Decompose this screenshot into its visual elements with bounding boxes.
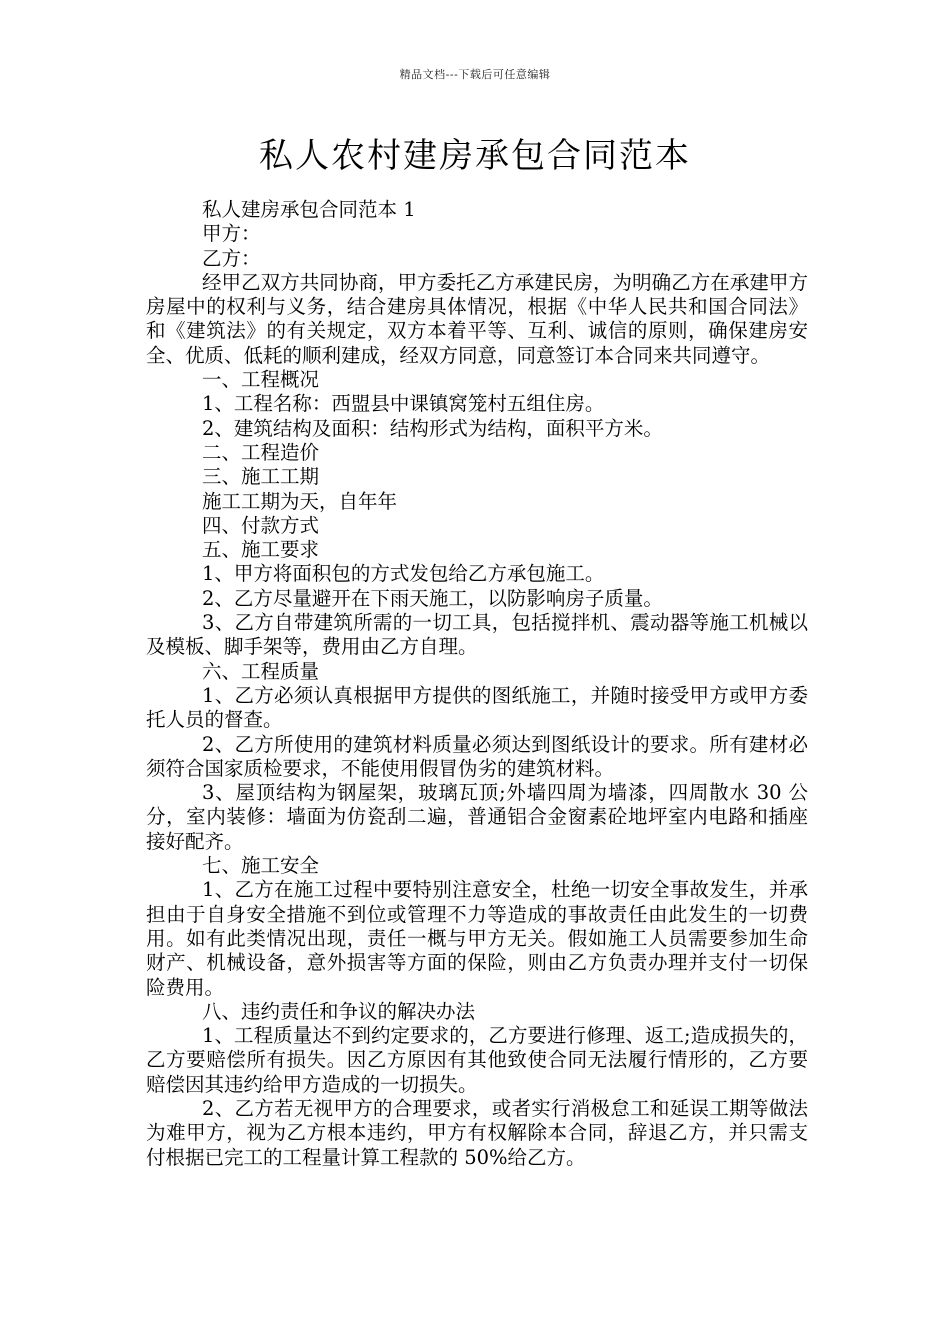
section-heading: 八、违约责任和争议的解决办法 — [202, 999, 476, 1023]
preamble-paragraph: 经甲乙双方共同协商，甲方委托乙方承建民房，为明确乙方在承建甲方房屋中的权利与义务，结合建房具体情况，根据《中华人民共和国合同法》和《建筑法》的有关规定，双方本着平等、互利、诚信的原则，确保建房安全、优质、低耗的顺利建成，经双方同意，同意签订本合同来共同遵守。 — [146, 270, 808, 367]
section-heading: 四、付款方式 — [202, 513, 320, 537]
section-heading: 一、工程概况 — [202, 368, 320, 392]
clause: 3、屋顶结构为钢屋架，玻璃瓦顶;外墙四周为墙漆，四周散水 30 公分，室内装修：墙面为仿瓷刮二遍，普通铝合金窗素砼地坪室内电路和插座接好配齐。 — [146, 781, 808, 853]
clause: 1、工程名称：西盟县中课镇窝笼村五组住房。 — [202, 392, 605, 416]
clause: 1、乙方在施工过程中要特别注意安全，杜绝一切安全事故发生，并承担由于自身安全措施不到位或管理不力等造成的事故责任由此发生的一切费用。如有此类情况出现，责任一概与甲方无关。假如施工人员需要参加生命财产、机械设备，意外损害等方面的保险，则由乙方负责办理并支付一切保险费用。 — [146, 878, 808, 999]
clause: 2、建筑结构及面积：结构形式为结构，面积平方米。 — [202, 416, 663, 440]
document-title: 私人农村建房承包合同范本 — [259, 136, 691, 176]
clause: 2、乙方若无视甲方的合理要求，或者实行消极怠工和延误工期等做法为难甲方，视为乙方根本违约，甲方有权解除本合同，辞退乙方，并只需支付根据已完工的工程量计算工程款的 50%给乙方。 — [146, 1096, 808, 1169]
subtitle: 私人建房承包合同范本 1 — [202, 198, 416, 221]
section-heading: 二、工程造价 — [202, 440, 320, 464]
clause: 1、甲方将面积包的方式发包给乙方承包施工。 — [202, 562, 605, 586]
clause: 1、乙方必须认真根据甲方提供的图纸施工，并随时接受甲方或甲方委托人员的督查。 — [146, 683, 808, 732]
clause: 3、乙方自带建筑所需的一切工具，包括搅拌机、震动器等施工机械以及模板、脚手架等，费用由乙方自理。 — [146, 611, 808, 659]
clause: 施工工期为天，自年年 — [202, 489, 398, 513]
party-a-line: 甲方： — [202, 222, 261, 246]
page-header: 精品文档---下载后可任意编辑 — [399, 68, 551, 81]
clause: 2、乙方尽量避开在下雨天施工，以防影响房子质量。 — [202, 586, 663, 610]
section-heading: 六、工程质量 — [202, 659, 320, 683]
section-heading: 五、施工要求 — [202, 538, 320, 562]
section-heading: 七、施工安全 — [202, 854, 320, 878]
section-heading: 三、施工工期 — [202, 465, 320, 489]
document-body — [146, 198, 808, 1170]
clause: 2、乙方所使用的建筑材料质量必须达到图纸设计的要求。所有建材必须符合国家质检要求，不能使用假冒伪劣的建筑材料。 — [146, 732, 808, 780]
clause: 1、工程质量达不到约定要求的，乙方要进行修理、返工;造成损失的，乙方要赔偿所有损失。因乙方原因有其他致使合同无法履行情形的，乙方要赔偿因其违约给甲方造成的一切损失。 — [146, 1024, 808, 1096]
party-b-line: 乙方： — [202, 246, 261, 270]
